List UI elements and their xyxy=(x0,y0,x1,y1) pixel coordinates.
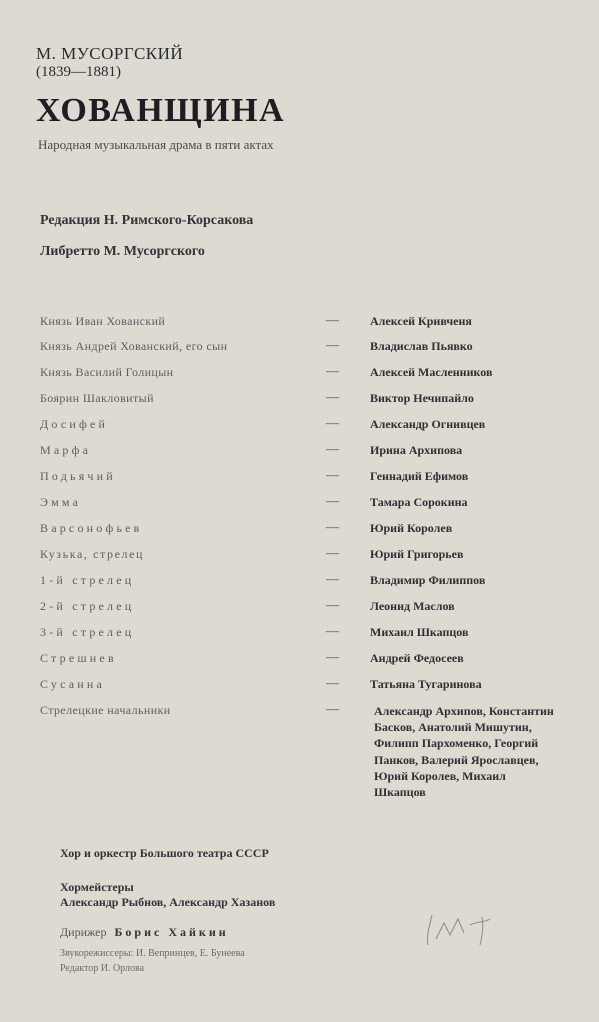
cast-role: Князь Андрей Хованский, его сын xyxy=(40,339,228,353)
composer-name: М. МУСОРГСКИЙ xyxy=(36,44,184,63)
cast-performer: Юрий Королев xyxy=(370,521,453,535)
cast-row xyxy=(40,391,560,411)
cast-dash: — xyxy=(326,493,339,508)
cast-dash: — xyxy=(326,597,339,612)
cast-row xyxy=(40,314,560,334)
opera-subtitle: Народная музыкальная драма в пяти актах xyxy=(38,137,274,152)
opera-title: ХОВАНЩИНА xyxy=(36,92,286,129)
libretto-credit: Либретто М. Мусоргского xyxy=(40,244,205,259)
cast-dash: — xyxy=(326,389,339,404)
cast-role: 2-й стрелец xyxy=(40,599,135,613)
cast-role: Подьячий xyxy=(40,469,116,483)
cast-role: Стрелецкие начальники xyxy=(40,703,171,717)
cast-row xyxy=(40,443,560,463)
cast-performer: Александр Огнивцев xyxy=(370,417,486,431)
cast-performer: Юрий Григорьев xyxy=(370,547,464,561)
cast-row xyxy=(40,651,560,671)
cast-role: 3-й стрелец xyxy=(40,625,135,639)
edition-credit: Редакция Н. Римского-Корсакова xyxy=(40,213,254,228)
editor-credit: Редактор И. Орлова xyxy=(60,963,145,974)
cast-performer: Тамара Сорокина xyxy=(370,495,468,509)
cast-role: Досифей xyxy=(40,417,109,431)
cast-performer: Владимир Филиппов xyxy=(370,573,486,587)
cast-role: Кузька, стрелец xyxy=(40,547,145,561)
cast-performer: Алексей Кривченя xyxy=(370,314,472,328)
cast-role: Князь Иван Хованский xyxy=(40,314,166,328)
cast-performer: Леонид Маслов xyxy=(370,599,455,613)
cast-performer: Михаил Шкапцов xyxy=(370,625,469,639)
cast-role: Князь Василий Голицын xyxy=(40,365,174,379)
cast-row xyxy=(40,547,560,567)
conductor-label: Дирижер xyxy=(60,925,107,939)
chorus-orchestra-credit: Хор и оркестр Большого театра СССР xyxy=(60,846,269,860)
cast-performer: Ирина Архипова xyxy=(370,443,463,457)
cast-dash: — xyxy=(326,519,339,534)
cast-dash: — xyxy=(326,467,339,482)
cast-role: Сусанна xyxy=(40,677,106,691)
choirmasters-label: Хормейстеры xyxy=(60,880,134,894)
cast-row xyxy=(40,573,560,593)
cast-performer: Геннадий Ефимов xyxy=(370,469,469,483)
sound-engineers-credit: Звукорежиссеры: И. Вепринцев, Е. Бунеева xyxy=(60,948,245,959)
composer-years: (1839—1881) xyxy=(36,64,121,80)
pencil-scribble-mark xyxy=(420,905,500,955)
cast-dash: — xyxy=(326,312,339,327)
cast-row xyxy=(40,495,560,515)
cast-row xyxy=(40,365,560,385)
cast-performer: Татьяна Тугаринова xyxy=(370,677,482,691)
cast-row xyxy=(40,599,560,619)
cast-row xyxy=(40,625,560,645)
cast-row xyxy=(40,469,560,489)
cast-row xyxy=(40,703,560,813)
cast-performer: Алексей Масленников xyxy=(370,365,493,379)
cast-row xyxy=(40,339,560,359)
cast-row xyxy=(40,677,560,697)
cast-performer: Виктор Нечипайло xyxy=(370,391,474,405)
cast-dash: — xyxy=(326,415,339,430)
cast-dash: — xyxy=(326,701,339,716)
cast-dash: — xyxy=(326,571,339,586)
cast-dash: — xyxy=(326,623,339,638)
cast-row xyxy=(40,521,560,541)
cast-role: Боярин Шакловитый xyxy=(40,391,154,405)
cast-dash: — xyxy=(326,545,339,560)
cast-role: Стрешнев xyxy=(40,651,117,665)
cast-dash: — xyxy=(326,363,339,378)
cast-role: Эмма xyxy=(40,495,82,509)
cast-performer: Владислав Пьявко xyxy=(370,339,473,353)
cast-performer-group: Александр Архипов, Константин Басков, Анатолий Мишутин, Филипп Пархоменко, Георгий Панков, Валерий Ярославцев, Юрий Королев, Михаил Шкапцов xyxy=(374,704,554,800)
cast-role: Варсонофьев xyxy=(40,521,143,535)
cast-dash: — xyxy=(326,649,339,664)
cast-dash: — xyxy=(326,675,339,690)
cast-dash: — xyxy=(326,337,339,352)
cast-role: Марфа xyxy=(40,443,92,457)
choirmasters-names: Александр Рыбнов, Александр Хазанов xyxy=(60,895,276,909)
cast-row xyxy=(40,417,560,437)
conductor-credit xyxy=(60,925,229,940)
cast-dash: — xyxy=(326,441,339,456)
cast-performer: Андрей Федосеев xyxy=(370,651,464,665)
conductor-name: Борис Хайкин xyxy=(114,925,229,939)
cast-role: 1-й стрелец xyxy=(40,573,135,587)
